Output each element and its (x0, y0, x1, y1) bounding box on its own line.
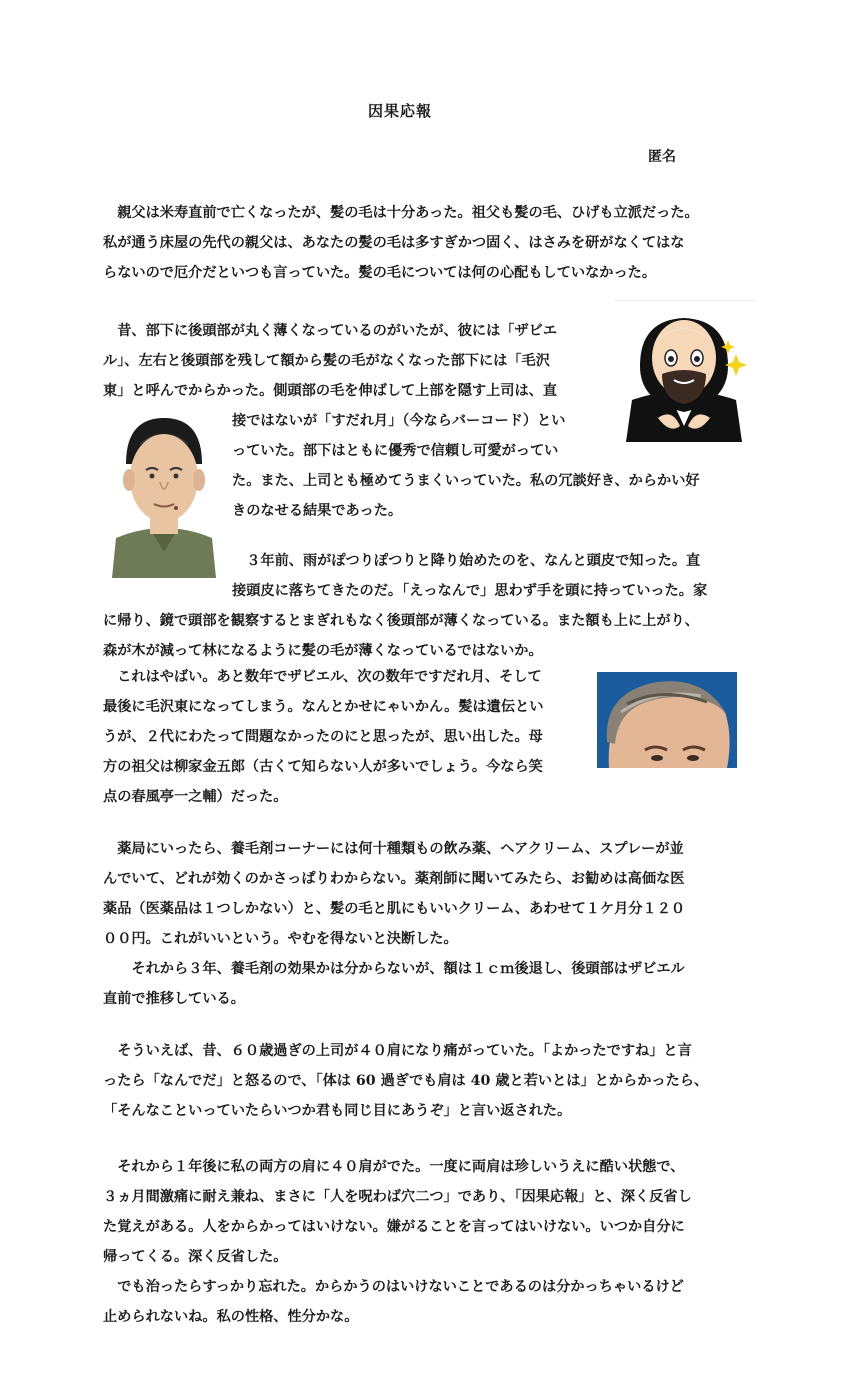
text-line: 点の春風亭一之輔）だった。 (103, 789, 288, 805)
paragraph-7 (103, 1152, 692, 1332)
text-line: 薬局にいったら、養毛剤コーナーには何十種類もの飲み薬、ヘアクリーム、スプレーが並 (103, 841, 684, 857)
text-line: これはやばい。あと数年でザビエル、次の数年ですだれ月、そして (103, 669, 542, 685)
text-line: 私が通う床屋の先代の親父は、あなたの髪の毛は多すぎかつ固く、はさみを研がなくてはな (103, 235, 685, 251)
page-title: 因果応報 (367, 102, 432, 120)
paragraph-1 (103, 198, 699, 288)
text-line: 「そんなこといっていたらいつか君も同じ目にあうぞ」と言い返された。 (103, 1103, 572, 1119)
text-line: 方の祖父は柳家金五郎（古くて知らない人が多いでしょう。今なら笑 (103, 759, 543, 775)
text-line: ３年前、雨がぽつりぽつりと降り始めたのを、なんと頭皮で知った。直 (232, 553, 701, 569)
text-line: らないので厄介だといつも言っていた。髪の毛については何の心配もしていなかった。 (103, 265, 657, 281)
text-line: 森が木が減って林になるように髪の毛が薄くなっているではないか。 (103, 643, 543, 659)
paragraph-3-wrapped (232, 546, 707, 606)
paragraph-5 (103, 834, 685, 1014)
text-line: た覚えがある。人をからかってはいけない。嫌がることを言ってはいけない。いつか自分に (103, 1219, 685, 1235)
text-line: ００円。これがいいという。やむを得ないと決断した。 (103, 931, 458, 947)
text-line: でも治ったらすっかり忘れた。からかうのはいけないことであるのは分かっちゃいるけど (103, 1279, 684, 1295)
paragraph-6 (103, 1036, 708, 1126)
text-line: きのなせる結果であった。 (232, 503, 403, 519)
text-line: それから１年後に私の両方の肩に４０肩がでた。一度に両肩は珍しいうえに酷い状態で、 (103, 1159, 685, 1175)
text-line: それから３年、養毛剤の効果かは分からないが、額は１ｃｍ後退し、後頭部はザビエル (103, 961, 685, 977)
text-line: うが、２代にわたって問題なかったのにと思ったが、思い出した。母 (103, 729, 543, 745)
text-line: 東」と呼んでからかった。側頭部の毛を伸ばして上部を隠す上司は、直 (103, 383, 558, 399)
xavier-illustration (614, 300, 756, 442)
text-line: そういえば、昔、６０歳過ぎの上司が４０肩になり痛がっていた。「よかったですね」と言 (103, 1043, 692, 1059)
text-line: 止められないね。私の性格、性分かな。 (103, 1309, 359, 1325)
hair-photo-illustration (597, 672, 737, 768)
text-line: 昔、部下に後頭部が丸く薄くなっているのがいたが、彼には「ザビエ (103, 323, 558, 339)
text-line: 接頭皮に落ちてきたのだ。「えっなんで」思わず手を頭に持っていった。家 (232, 583, 708, 599)
text-line: ル」、左右と後頭部を残して額から髪の毛がなくなった部下には「毛沢 (103, 353, 550, 369)
text-line: ったら「なんでだ」と怒るので、「体は 60 過ぎでも肩は 40 歳と若いとは」とからかったら、 (103, 1073, 709, 1089)
text-line: っていた。部下はともに優秀で信頼し可愛がってい (232, 443, 559, 459)
text-line: ３ヵ月間激痛に耐え兼ね、まさに「人を呪わば穴二つ」であり、「因果応報」と、深く反省し (103, 1189, 692, 1205)
text-line: 直前で推移している。 (103, 991, 245, 1007)
mao-illustration (112, 412, 216, 578)
text-line: んでいて、どれが効くのかさっぱりわからない。薬剤師に聞いてみたら、お勧めは高価な医 (103, 871, 685, 887)
paragraph-2-top (103, 316, 557, 406)
text-line: 親父は米寿直前で亡くなったが、髪の毛は十分あった。祖父も髪の毛、ひげも立派だった。 (103, 205, 699, 221)
text-line: 接ではないが「すだれ月」（今ならバーコード）とい (232, 413, 566, 429)
text-line: 帰ってくる。深く反省した。 (103, 1249, 288, 1265)
paragraph-4 (103, 662, 543, 812)
text-line: 薬品（医薬品は１つしかない）と、髪の毛と肌にもいいクリーム、あわせて１ケ月分１２０ (103, 901, 686, 917)
paragraph-3-full (103, 606, 699, 666)
text-line: に帰り、鏡で頭部を観察するとまぎれもなく後頭部が薄くなっている。また額も上に上がり、 (103, 613, 699, 629)
text-line: た。また、上司とも極めてうまくいっていた。私の冗談好き、からかい好 (232, 473, 700, 489)
author-name: 匿名 (648, 149, 676, 165)
text-line: 最後に毛沢東になってしまう。なんとかせにゃいかん。髪は遺伝とい (103, 699, 544, 715)
